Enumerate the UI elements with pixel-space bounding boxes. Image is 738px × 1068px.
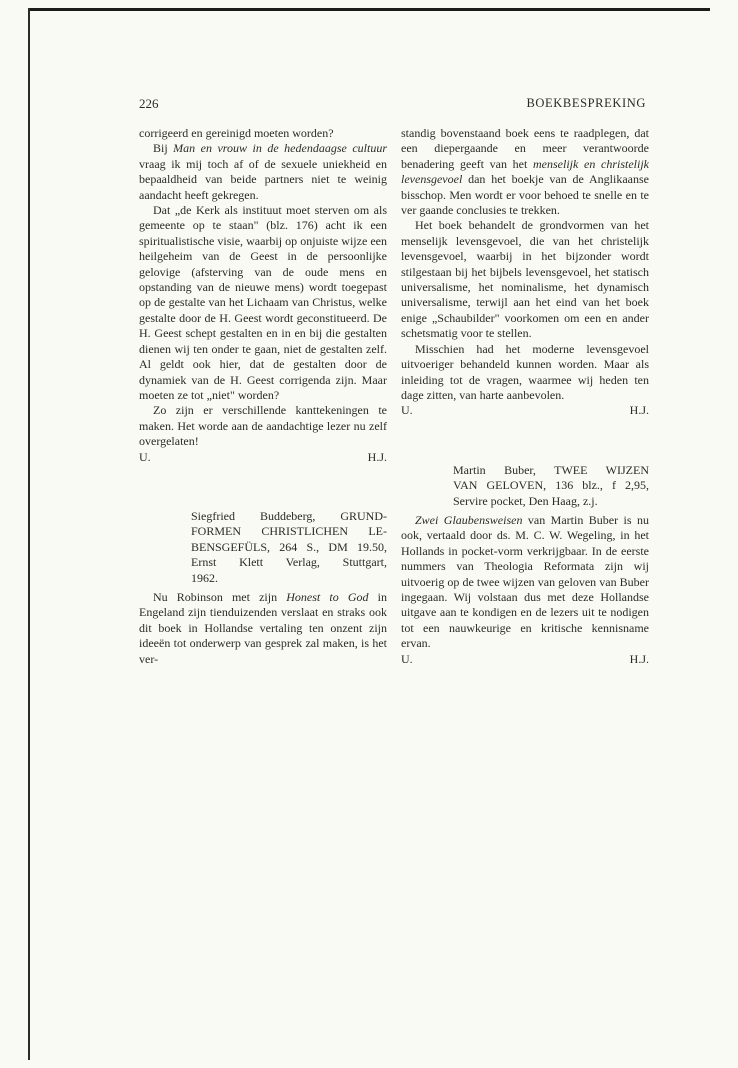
signature (139, 450, 387, 465)
signature-initial: U. (401, 403, 413, 418)
page-left-border (28, 8, 30, 1060)
emphasis: menselijk en christelijk levensgevoel (401, 156, 649, 187)
book-reference (401, 463, 649, 509)
paragraph: Bij Man en vrouw in de hedendaagse cultuur vraag ik mij toch af of de sexuele uniekheid en bepaaldheid van beide partners niet te weinig aandacht heeft gekregen. (139, 141, 387, 202)
paragraph: Misschien had het moderne levensgevoel uitvoeriger behandeld kunnen worden. Maar als inleiding tot de vragen, waarmee wij heden ten dage zitten, van harte aanbevolen. (401, 341, 649, 402)
paragraph: standig bovenstaand boek eens te raadplegen, dat een diepergaande en meer verantwoorde benadering geeft van het menselijk en christelijk levensgevoel dan het boekje van de Anglikaanse bisschop. Men wordt er voor behoed te snelle en te ver gaande conclusies te trekken. (401, 126, 649, 218)
page-top-border (28, 8, 710, 11)
right-column (401, 126, 649, 667)
signature-author: H.J. (629, 403, 649, 418)
running-head: BOEKBESPREKING (526, 96, 646, 110)
signature-initial: U. (139, 449, 151, 464)
book-title: Zwei Glaubensweisen (415, 512, 523, 527)
paragraph: corrigeerd en gereinigd moeten worden? (139, 126, 334, 140)
book-title: Honest to God (286, 589, 369, 604)
signature-author: H.J. (367, 449, 387, 464)
reference-line: Servire pocket, Den Haag, z.j. (453, 493, 598, 508)
signature-initial: U. (401, 651, 413, 666)
signature-author: H.J. (629, 651, 649, 666)
signature (401, 652, 649, 667)
left-column (139, 126, 387, 667)
reference-line: BENSGEFÜLS, 264 S., DM 19.50, (191, 539, 387, 554)
reference-line: FORMEN CHRISTLICHEN LE- (191, 524, 387, 539)
paragraph: Nu Robinson met zijn Honest to God in Engeland zijn tienduizenden verslaat en straks ook dit boek in Hollandse vertaling ten onzent zijn ideeën tot onderwerp van gesprek zal maken, is het ver- (139, 589, 387, 666)
reference-line: Ernst Klett Verlag, Stuttgart, (191, 555, 387, 570)
reference-line: 1962. (191, 570, 218, 585)
reference-line: Siegfried Buddeberg, GRUND- (191, 508, 387, 523)
paragraph: Dat „de Kerk als instituut moet sterven om als gemeente op te staan" (blz. 176) acht ik een spiritualistische visie, waarbij op onjuiste wijze een heilgeheim van de Geest in de persoonlijke gelovige (afsterving van de oude mens en opstanding van de nieuwe mens) wordt toegepast op de gestalte van het Lichaam van Christus, welke gestalte door de H. Geest wordt geconstitueerd. De H. Geest schept gestalten en in en bij die gestalten dienen wij ten onder te gaan, niet de gestalten zelf. Al geldt ook hier, dat de gestalten door de dynamiek van de H. Geest corrigenda zijn. Maar moeten ze tot „niet" worden? (139, 203, 387, 402)
signature (401, 403, 649, 418)
paragraph: Zo zijn er verschillende kanttekeningen te maken. Het worde aan de aandachtige lezer nu zelf overgelaten! (139, 403, 387, 449)
reference-line: VAN GELOVEN, 136 blz., f 2,95, (453, 478, 649, 493)
paragraph: Het boek behandelt de grondvormen van het menselijk levensgevoel, die van het christelijk levensgevoel, waarbij in het bijzonder wordt stilgestaan bij het bijbels levensgevoel, het statisch universalisme, het nominalisme, het dynamisch universalisme, terwijl aan het eind van het boek enige „Schaubilder" voorkomen om een en ander schetsmatig voor te stellen. (401, 218, 649, 341)
book-title: Man en vrouw in de hedendaagse cultuur (173, 141, 387, 156)
page-number: 226 (139, 96, 159, 111)
paragraph: Zwei Glaubensweisen van Martin Buber is nu ook, vertaald door ds. M. C. W. Wegeling, in het Hollands in pocket-vorm verkrijgbaar. In de eerste nummers van Theologia Reformata zijn wij uitvoerig op de twee wijzen van geloven van Buber ingegaan. Wij volstaan dus met deze Hollandse uitgave aan te kondigen en de lezers uit te nodigen tot een nauwkeurige en kritische kennisname ervan. (401, 512, 649, 651)
book-reference (139, 509, 387, 586)
reference-line: Martin Buber, TWEE WIJZEN (453, 462, 649, 477)
